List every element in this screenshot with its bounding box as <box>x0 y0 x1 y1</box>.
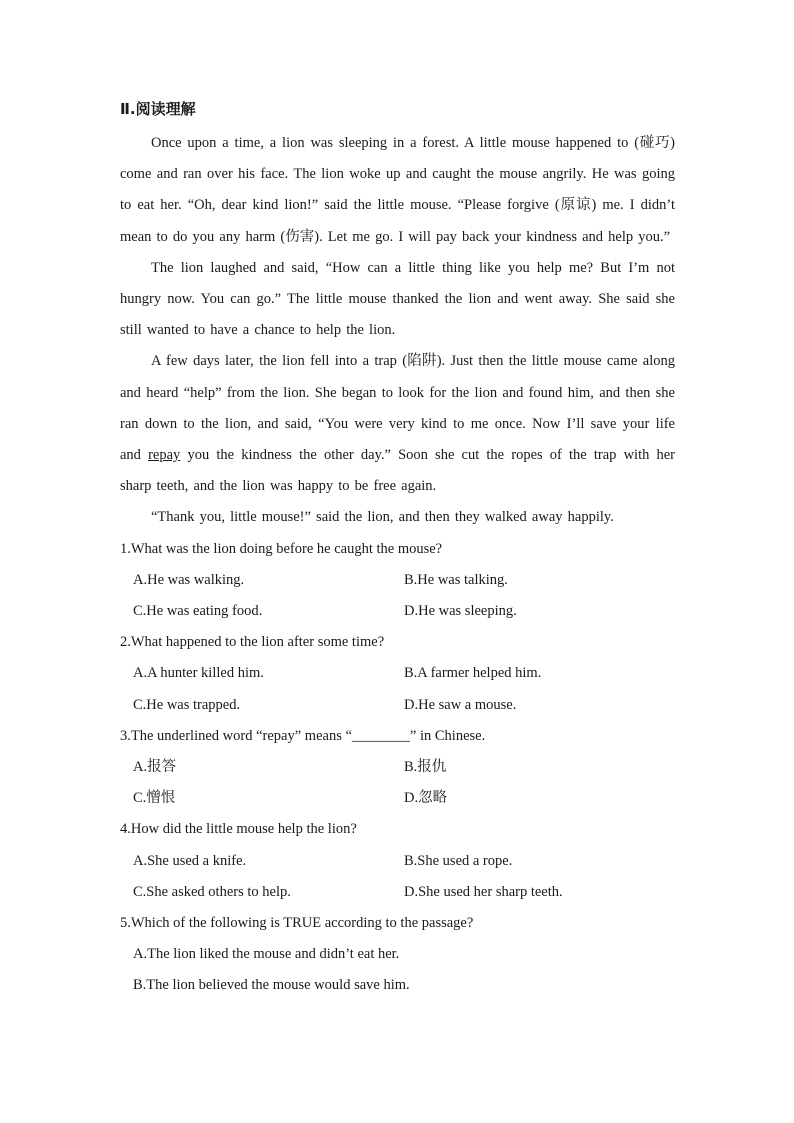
question-4-option-a: A.She used a knife. <box>133 852 247 869</box>
question-3-option-c: C.憎恨 <box>133 790 176 807</box>
question-4-option-c: C.She asked others to help. <box>133 883 291 900</box>
question-1-stem: 1.What was the lion doing before he caught the mouse? <box>120 540 443 557</box>
question-3-stem: 3.The underlined word “repay” means “________” in Chinese. <box>120 727 486 744</box>
question-1-option-a: A.He was walking. <box>133 571 245 588</box>
passage-paragraph-3-after: you the kindness the other day.” Soon she cut the ropes of the trap with her sharp teeth, and the lion was happy to be free again. <box>120 447 676 495</box>
question-2-option-c: C.He was trapped. <box>133 696 241 713</box>
reading-section <box>120 96 675 1002</box>
question-1-option-c: C.He was eating food. <box>133 603 263 620</box>
passage-paragraph-2: The lion laughed and said, “How can a little thing like you help me? But I’m not hungry now. You can go.” The little mouse thanked the lion and went away. She said she still wanted to have a chance to help the lion. <box>120 259 675 339</box>
question-4-stem: 4.How did the little mouse help the lion? <box>120 821 357 838</box>
question-4-options <box>120 846 675 908</box>
question-2-options <box>120 658 675 720</box>
question-3-option-b: B.报仇 <box>404 759 447 776</box>
question-3-options <box>120 752 675 814</box>
question-3-option-d: D.忽略 <box>404 790 448 807</box>
question-2-option-b: B.A farmer helped him. <box>404 665 542 682</box>
question-2-stem: 2.What happened to the lion after some time? <box>120 634 385 651</box>
question-4-option-d: D.She used her sharp teeth. <box>404 883 563 900</box>
passage-paragraph-4: “Thank you, little mouse!” said the lion, and then they walked away happily. <box>151 509 614 526</box>
passage-paragraph-3 <box>120 346 675 502</box>
question-5-option-a: A.The lion liked the mouse and didn’t eat her. <box>133 946 400 963</box>
question-4-option-b: B.She used a rope. <box>404 852 513 869</box>
question-3-option-a: A.报答 <box>133 759 177 776</box>
passage-paragraph-1: Once upon a time, a lion was sleeping in a forest. A little mouse happened to (碰巧) come and ran over his face. The lion woke up and caught the mouse angrily. He was going to eat her. “Oh, dear kind lion!” said the little mouse. “Please forgive (原谅) me. I didn’t mean to do you any harm (伤害). Let me go. I will pay back your kindness and help you.” <box>120 135 675 245</box>
passage-paragraph-3-before: A few days later, the lion fell into a trap (陷阱). Just then the little mouse came along and heard “help” from the lion. She began to look for the lion and found him, and then she ran down to the lion, and said, “You were very kind to me once. Now I’ll save your life and <box>120 353 675 464</box>
question-1-option-b: B.He was talking. <box>404 571 508 588</box>
question-2-option-d: D.He saw a mouse. <box>404 696 517 713</box>
question-1-option-d: D.He was sleeping. <box>404 603 517 620</box>
question-2-option-a: A.A hunter killed him. <box>133 665 264 682</box>
underlined-word-repay: repay <box>148 447 181 464</box>
question-5-stem: 5.Which of the following is TRUE according to the passage? <box>120 915 474 932</box>
question-1-options <box>120 565 675 627</box>
question-5-option-b: B.The lion believed the mouse would save him. <box>133 977 410 994</box>
section-title: Ⅱ.阅读理解 <box>120 100 196 118</box>
